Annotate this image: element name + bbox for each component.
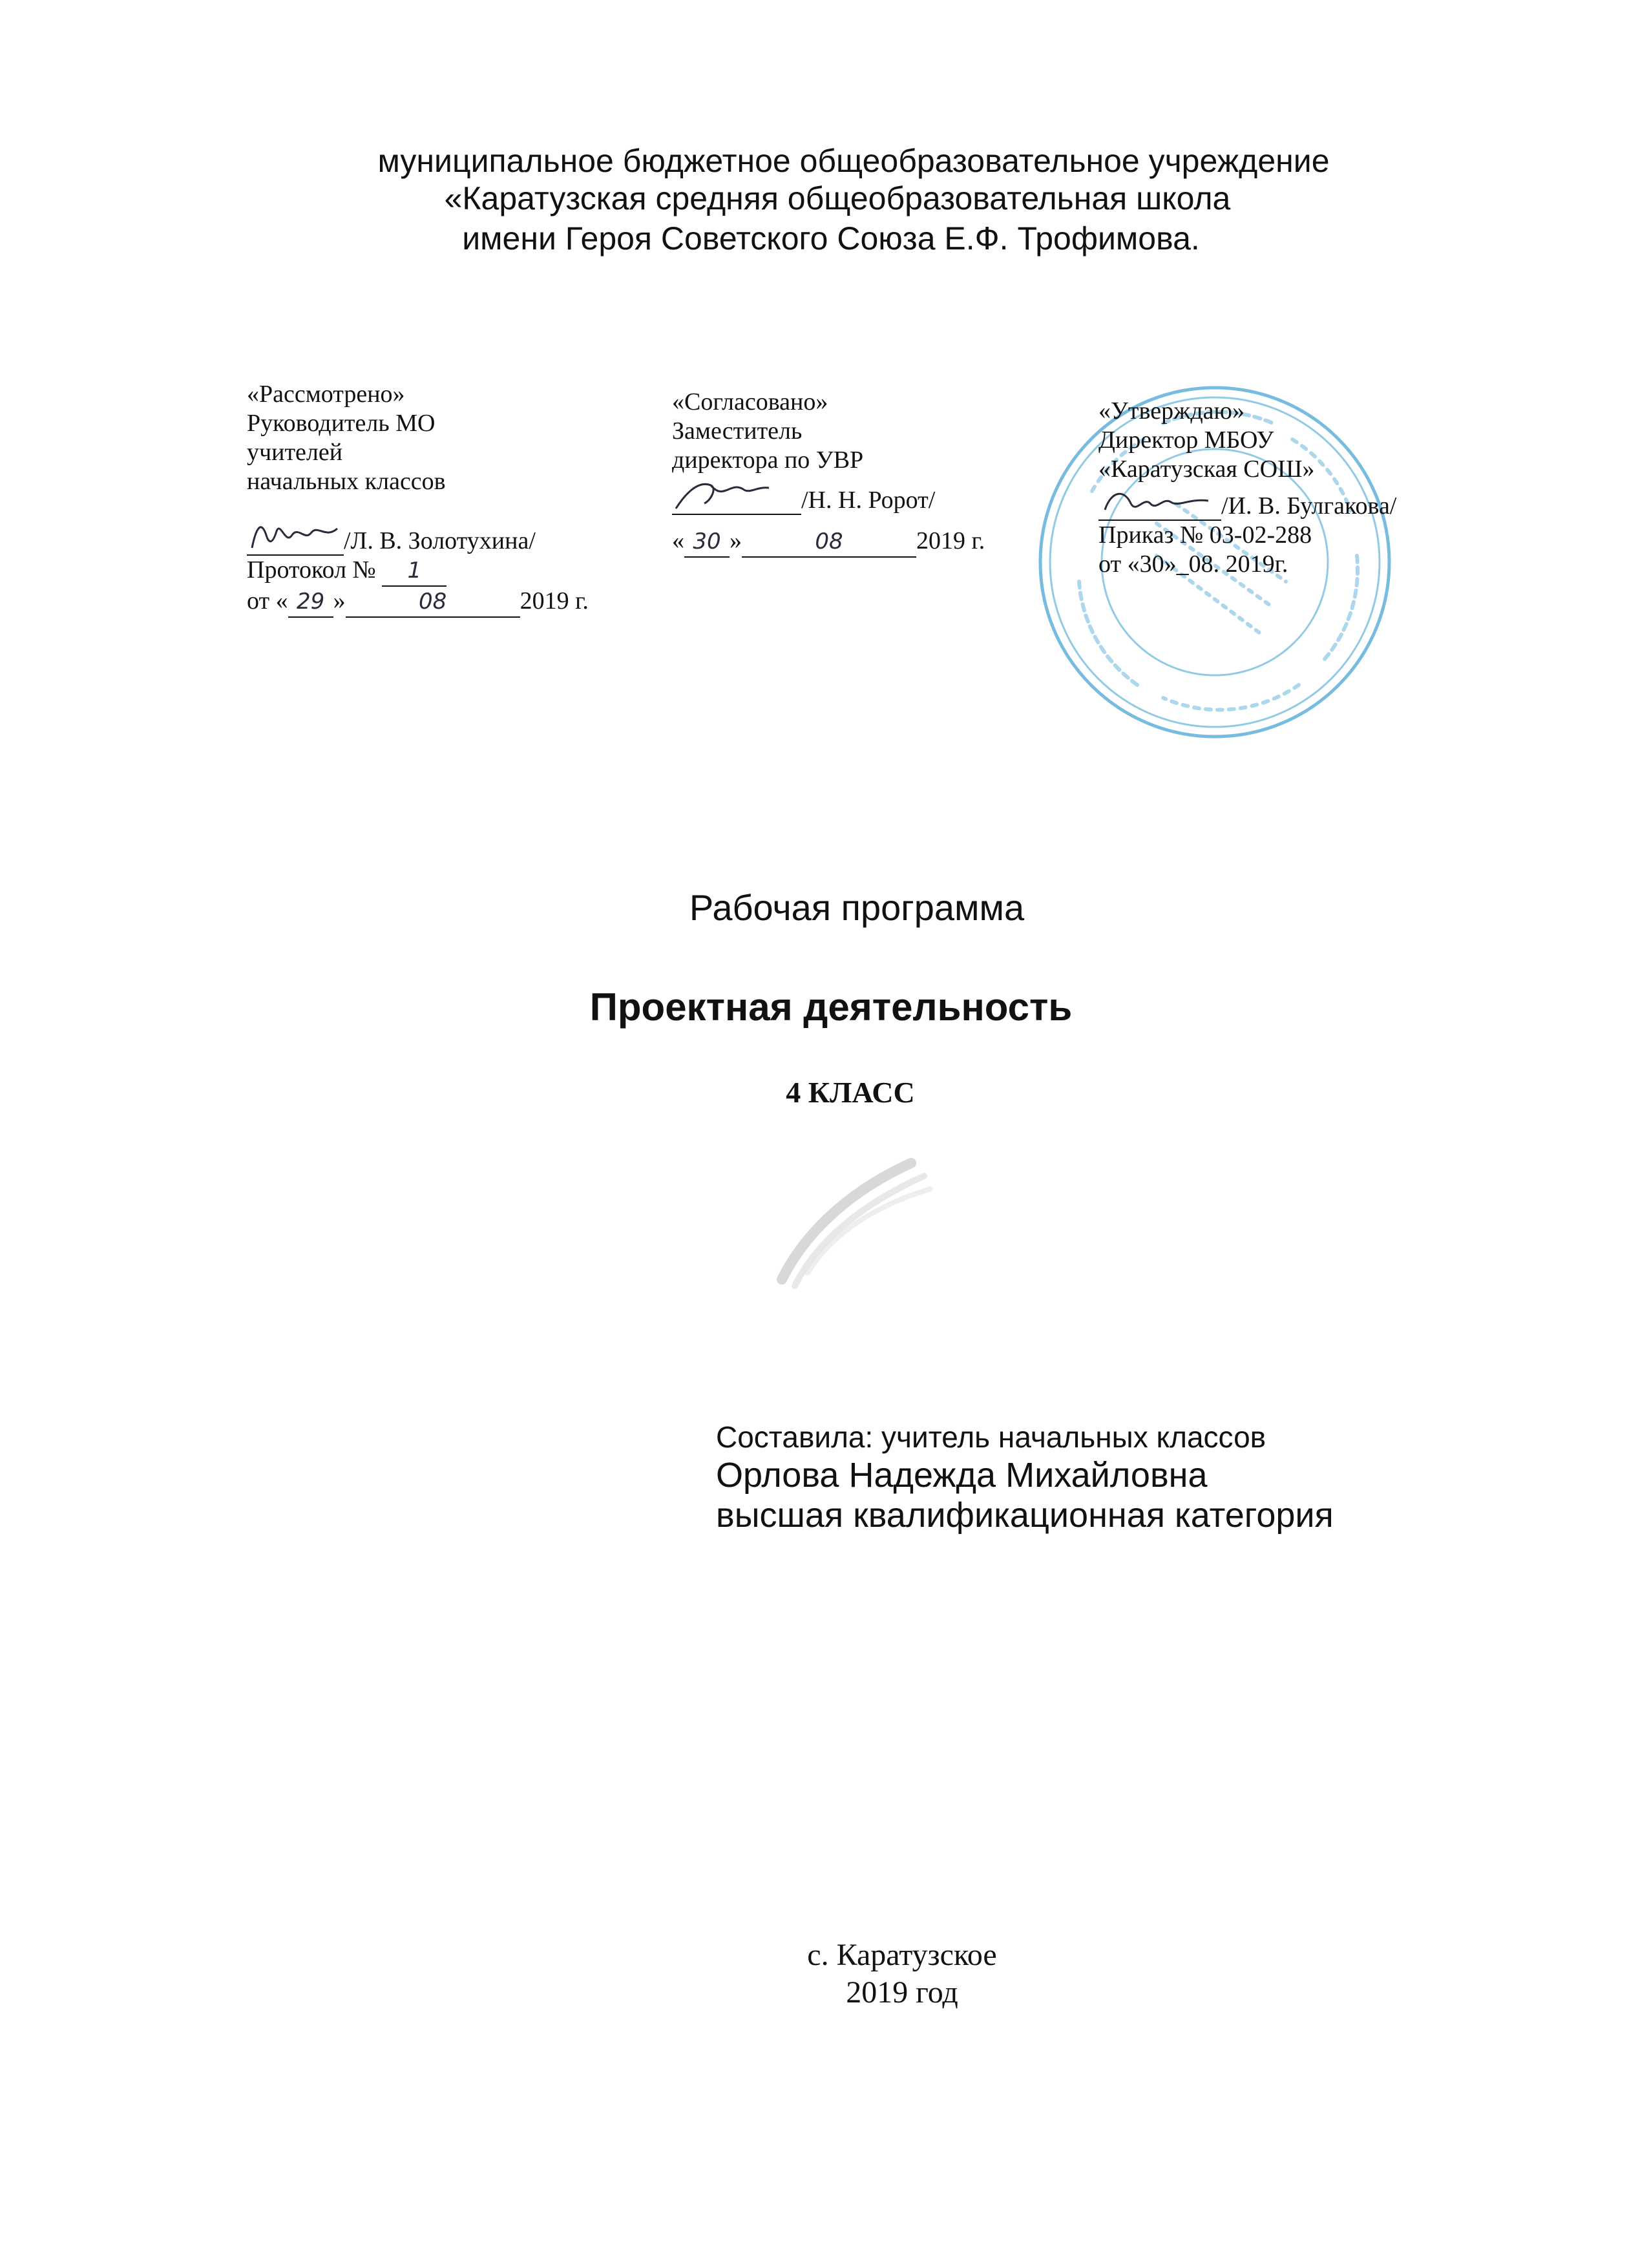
author-name: Орлова Надежда Михайловна <box>716 1456 1208 1495</box>
considered-role3: начальных классов <box>247 468 446 495</box>
institution-name-line2: «Каратузская средняя общеобразовательная школа <box>444 180 1231 216</box>
considered-date-day: 29 <box>288 587 333 618</box>
agreed-role2: директора по УВР <box>672 446 864 474</box>
approved-role1: Директор МБОУ <box>1098 426 1274 454</box>
signature-icon <box>1098 484 1221 521</box>
document-type: Рабочая программа <box>689 887 1025 928</box>
program-title: Проектная деятельность <box>589 985 1073 1029</box>
author-block <box>716 1419 1334 1535</box>
approved-name: /И. В. Булгакова/ <box>1221 492 1397 520</box>
considered-role2: учителей <box>247 439 343 466</box>
approved-role2: «Каратузская СОШ» <box>1098 456 1315 483</box>
approved-title: «Утверждаю» <box>1098 397 1245 425</box>
author-category: высшая квалификационная категория <box>716 1496 1334 1535</box>
author-role: Составила: учитель начальных классов <box>716 1420 1266 1454</box>
considered-date-year: 2019 г. <box>520 587 589 614</box>
approved-date: от «30»_08. 2019г. <box>1098 551 1288 578</box>
institution-name-line3: имени Героя Советского Союза Е.Ф. Трофимова. <box>462 220 1200 257</box>
considered-title: «Рассмотрено» <box>247 381 405 408</box>
agreed-date-month: 08 <box>742 527 916 558</box>
agreed-role1: Заместитель <box>672 417 803 445</box>
grade-label: 4 КЛАСС <box>786 1076 915 1109</box>
footer-place: с. Каратузское <box>807 1938 997 1972</box>
considered-date-month: 08 <box>346 587 520 618</box>
signature-icon <box>247 516 344 556</box>
considered-name: /Л. В. Золотухина/ <box>344 527 536 554</box>
agreed-name: /Н. Н. Ророт/ <box>801 487 936 514</box>
agreed-date-mid: » <box>730 527 742 554</box>
agreed-date-prefix: « <box>672 527 684 554</box>
agreed-date-year: 2019 г. <box>916 527 985 554</box>
signature-icon <box>672 475 801 515</box>
approved-order: Приказ № 03-02-288 <box>1098 521 1312 549</box>
considered-date-prefix: от « <box>247 587 288 614</box>
agreed-block <box>672 388 985 558</box>
considered-protocol-label: Протокол № <box>247 556 376 583</box>
agreed-title: «Согласовано» <box>672 388 828 415</box>
scan-smudge-icon <box>762 1144 956 1299</box>
approved-block <box>1098 397 1396 579</box>
considered-date-mid: » <box>333 587 346 614</box>
agreed-date-day: 30 <box>684 527 730 558</box>
considered-block <box>247 380 589 618</box>
considered-role1: Руководитель МО <box>247 410 436 437</box>
footer-year: 2019 год <box>846 1975 958 2010</box>
institution-name-line1: муниципальное бюджетное общеобразовательное учреждение <box>377 143 1330 179</box>
considered-protocol-number: 1 <box>382 556 446 587</box>
